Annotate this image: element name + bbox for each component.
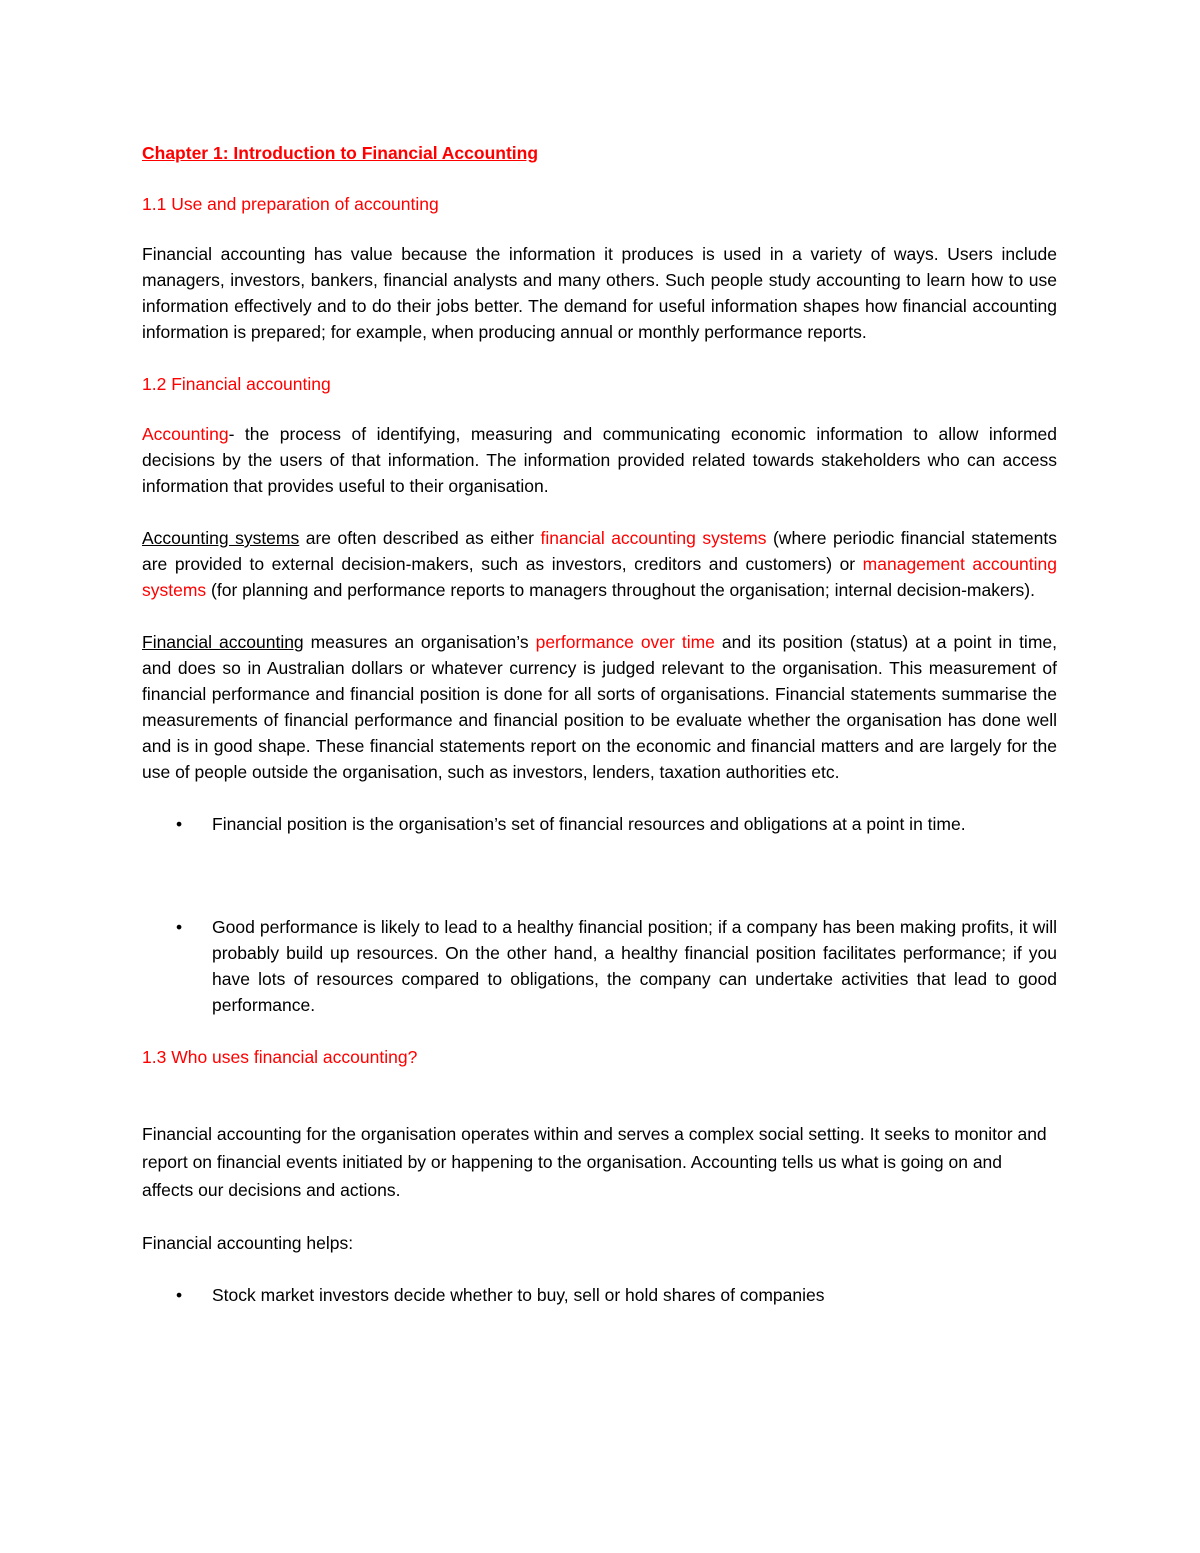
section-1-1-paragraph: Financial accounting has value because the information it produces is used in a variety of ways. Users include managers, investors, bankers, financial analysts and many others. Such people study accounting to learn how to use information effectively and to do their jobs better. The demand for useful information shapes how financial accounting information is prepared; for example, when producing annual or monthly performance reports.	[142, 244, 1057, 342]
accounting-systems-paragraph	[142, 525, 1057, 603]
section-1-2-bullet-list	[142, 811, 1057, 1018]
section-1-3-paragraph: Financial accounting for the organisation operates within and serves a complex social setting. It seeks to monitor and report on financial events initiated by or happening to the organisation. Accounting tells us what is going on and affects our decisions and actions.	[142, 1124, 1047, 1200]
accounting-term: Accounting	[142, 424, 229, 444]
accounting-definition-text: - the process of identifying, measuring and communicating economic information to allow informed decisions by the users of that information. The information provided related towards stakeholders who can access information that provides useful to their organisation.	[142, 424, 1057, 496]
accounting-systems-term: Accounting systems	[142, 528, 300, 548]
financial-accounting-text-2: and its position (status) at a point in time, and does so in Australian dollars or whatever currency is judged relevant to the organisation. This measurement of financial performance and financial position is done for all sorts of organisations. Financial statements summarise the measurements of financial performance and financial position to be evaluate whether the organisation has done well and is in good shape. These financial statements report on the economic and financial matters and are largely for the use of people outside the organisation, such as investors, lenders, taxation authorities etc.	[142, 632, 1057, 782]
bullet-icon: •	[176, 1285, 183, 1305]
list-item-text: Stock market investors decide whether to buy, sell or hold shares of companies	[212, 1285, 825, 1305]
accounting-definition	[142, 421, 1057, 499]
performance-over-time-term: performance over time	[535, 632, 715, 652]
financial-accounting-paragraph	[142, 629, 1057, 785]
helps-label: Financial accounting helps:	[142, 1233, 354, 1253]
list-item	[142, 811, 1057, 837]
accounting-systems-text-1: are often described as either	[299, 528, 541, 548]
section-1-3-bullet-list	[142, 1282, 1057, 1308]
bullet-icon: •	[176, 917, 183, 937]
financial-accounting-systems-term: financial accounting systems	[540, 528, 767, 548]
list-item-text: Good performance is likely to lead to a healthy financial position; if a company has been making profits, it will probably build up resources. On the other hand, a healthy financial position facilitates performance; if you have lots of resources compared to obligations, the company can undertake activities that lead to good performance.	[212, 917, 1057, 1015]
financial-accounting-term: Financial accounting	[142, 632, 304, 652]
section-1-2-heading: 1.2 Financial accounting	[142, 374, 331, 394]
list-item	[142, 1282, 1057, 1308]
section-1-1-heading: 1.1 Use and preparation of accounting	[142, 194, 439, 214]
list-item	[142, 914, 1057, 1018]
list-item-text: Financial position is the organisation’s set of financial resources and obligations at a point in time.	[212, 814, 966, 834]
accounting-systems-text-2: (where periodic financial statements are provided to external decision-makers, such as investors, creditors and customers) or	[142, 528, 1058, 574]
chapter-title: Chapter 1: Introduction to Financial Accounting	[142, 143, 539, 163]
accounting-systems-text-3: (for planning and performance reports to managers throughout the organisation; internal decision-makers).	[206, 580, 1035, 600]
management-accounting-systems-term: management accounting systems	[142, 554, 1057, 600]
bullet-icon: •	[176, 814, 183, 834]
financial-accounting-text-1: measures an organisation’s	[303, 632, 536, 652]
document-page	[142, 140, 1057, 1308]
section-1-3-heading: 1.3 Who uses financial accounting?	[142, 1047, 418, 1067]
